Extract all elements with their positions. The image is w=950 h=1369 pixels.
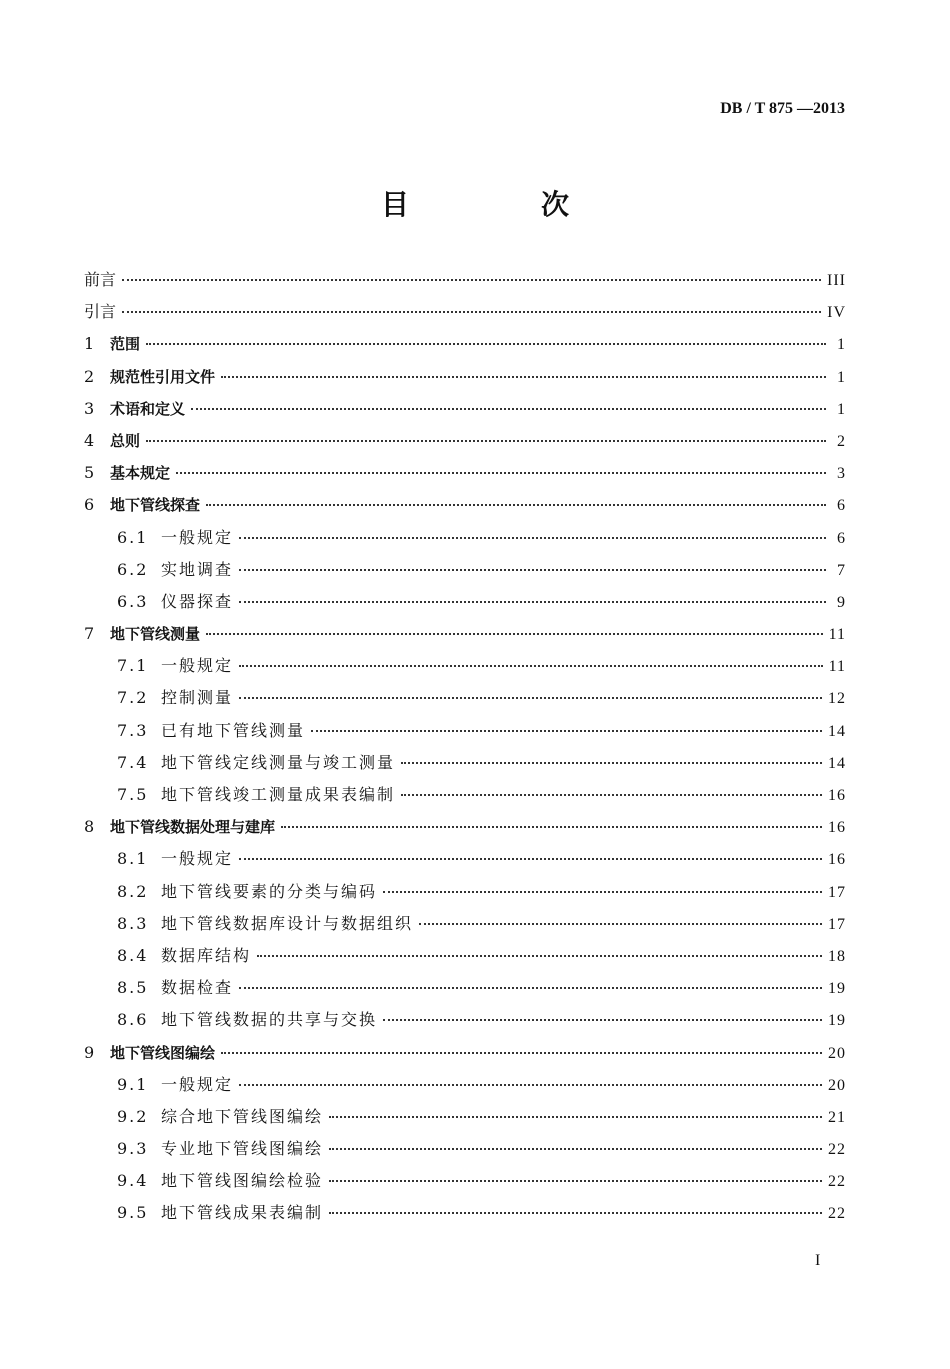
- toc-entry-page: 14: [828, 722, 846, 740]
- toc-entry[interactable]: [84, 264, 846, 296]
- dot-leader: [239, 600, 826, 603]
- toc-entry-number: 3: [84, 398, 95, 418]
- toc-entry[interactable]: [84, 425, 846, 457]
- toc-entry-number: 4: [84, 430, 95, 450]
- toc-entry-title: 规范性引用文件: [110, 367, 216, 386]
- toc-entry-title: 一般规定: [161, 849, 234, 869]
- toc-entry-number: 7.3: [117, 720, 149, 740]
- dot-leader: [146, 439, 826, 442]
- toc-entry-title: 范围: [110, 335, 141, 354]
- dot-leader: [311, 729, 822, 732]
- toc-entry-number: 8: [84, 817, 95, 837]
- toc-entry-number: 6.1: [117, 527, 149, 547]
- toc-entry-title: 地下管线竣工测量成果表编制: [161, 785, 396, 804]
- dot-leader: [146, 342, 826, 345]
- dot-leader: [419, 922, 822, 925]
- dot-leader: [221, 375, 826, 378]
- toc-entry[interactable]: [84, 618, 846, 650]
- toc-entry-page: 20: [828, 1076, 846, 1094]
- toc-entry-title: 地下管线数据处理与建库: [110, 818, 276, 837]
- toc-entry[interactable]: [84, 940, 846, 972]
- toc-entry-page: 6: [837, 497, 846, 515]
- toc-entry-page: 18: [828, 947, 846, 965]
- toc-entry-page: 11: [828, 626, 846, 644]
- toc-entry-number: 9.4: [117, 1171, 149, 1191]
- dot-leader: [206, 503, 826, 506]
- dot-leader: [383, 890, 822, 893]
- toc-entry-page: 1: [837, 336, 846, 354]
- toc-entry-page: 14: [828, 754, 846, 772]
- toc-entry[interactable]: [84, 747, 846, 779]
- toc-entry-title: 前言: [84, 270, 117, 289]
- toc-entry-page: 17: [828, 883, 846, 901]
- toc-entry-page: 19: [828, 980, 846, 998]
- toc-entry-title: 地下管线成果表编制: [161, 1203, 324, 1223]
- dot-leader: [401, 761, 822, 764]
- toc-entry-page: IV: [827, 304, 846, 322]
- toc-entry-title: 综合地下管线图编绘: [161, 1106, 324, 1126]
- toc-entry-number: 9.5: [117, 1203, 149, 1223]
- dot-leader: [122, 310, 821, 313]
- toc-entry-number: 9.3: [117, 1139, 149, 1159]
- toc-entry[interactable]: [84, 1165, 846, 1197]
- dot-leader: [239, 696, 822, 699]
- dot-leader: [239, 857, 822, 860]
- dot-leader: [239, 664, 823, 667]
- table-of-contents: [84, 264, 846, 1230]
- toc-entry[interactable]: [84, 1069, 846, 1101]
- toc-entry-title: 地下管线图编绘: [110, 1043, 216, 1062]
- toc-entry-page: 19: [828, 1012, 846, 1030]
- dot-leader: [191, 407, 826, 410]
- dot-leader: [329, 1115, 822, 1118]
- toc-entry[interactable]: [84, 811, 846, 843]
- dot-leader: [401, 793, 822, 796]
- toc-entry-title: 专业地下管线图编绘: [161, 1139, 324, 1159]
- toc-entry[interactable]: [84, 296, 846, 328]
- toc-entry[interactable]: [84, 361, 846, 393]
- toc-entry[interactable]: [84, 554, 846, 586]
- toc-entry-page: 16: [828, 851, 846, 869]
- toc-entry-title: 地下管线数据库设计与数据组织: [161, 913, 414, 933]
- toc-entry-title: 地下管线要素的分类与编码: [161, 881, 378, 901]
- toc-entry-number: 8.4: [117, 945, 149, 965]
- toc-entry-page: 7: [837, 561, 846, 579]
- dot-leader: [239, 986, 822, 989]
- toc-entry-page: 3: [837, 465, 846, 483]
- toc-entry-number: 1: [84, 334, 95, 354]
- dot-leader: [221, 1051, 822, 1054]
- toc-entry-number: 9.2: [117, 1106, 149, 1126]
- toc-entry-title: 已有地下管线测量: [161, 720, 306, 740]
- toc-entry[interactable]: [84, 650, 846, 682]
- toc-entry[interactable]: [84, 1101, 846, 1133]
- toc-entry-number: 8.3: [117, 913, 149, 933]
- document-code: DB / T 875 —2013: [720, 100, 845, 117]
- toc-entry[interactable]: [84, 489, 846, 521]
- toc-entry[interactable]: [84, 1197, 846, 1229]
- dot-leader: [176, 471, 826, 474]
- toc-entry[interactable]: [84, 328, 846, 360]
- toc-entry-page: 11: [828, 658, 846, 676]
- toc-entry[interactable]: [84, 393, 846, 425]
- toc-entry-number: 5: [84, 463, 95, 483]
- toc-entry[interactable]: [84, 522, 846, 554]
- toc-entry-title: 地下管线测量: [110, 625, 201, 644]
- toc-entry-number: 8.5: [117, 978, 149, 998]
- dot-leader: [281, 825, 822, 828]
- toc-entry-page: 1: [837, 400, 846, 418]
- toc-entry-page: 12: [828, 690, 846, 708]
- dot-leader: [239, 1083, 822, 1086]
- toc-entry-number: 8.2: [117, 881, 149, 901]
- toc-entry[interactable]: [84, 843, 846, 875]
- toc-entry-page: 16: [828, 819, 846, 837]
- toc-entry-page: 1: [837, 368, 846, 386]
- toc-entry-page: 16: [828, 787, 846, 804]
- toc-entry-title: 总则: [110, 431, 141, 450]
- toc-entry-number: 7.2: [117, 688, 149, 708]
- toc-entry-number: 7: [84, 624, 95, 644]
- toc-entry[interactable]: [84, 972, 846, 1004]
- toc-entry[interactable]: [84, 715, 846, 747]
- toc-entry-number: 6.2: [117, 559, 149, 579]
- toc-entry-page: 6: [837, 529, 846, 547]
- toc-entry-title: 地下管线数据的共享与交换: [161, 1010, 378, 1030]
- page-number: I: [815, 1252, 821, 1269]
- toc-entry-page: 22: [828, 1141, 846, 1159]
- dot-leader: [257, 954, 822, 957]
- dot-leader: [206, 632, 823, 635]
- toc-entry-number: 7.5: [117, 785, 149, 804]
- dot-leader: [329, 1147, 822, 1150]
- toc-entry[interactable]: [84, 1133, 846, 1165]
- toc-entry-page: 22: [828, 1173, 846, 1191]
- toc-entry-title: 一般规定: [161, 1074, 234, 1094]
- toc-entry-number: 8.1: [117, 849, 149, 869]
- toc-entry-number: 7.1: [117, 656, 149, 676]
- toc-entry-title: 引言: [84, 302, 117, 322]
- toc-entry[interactable]: [84, 1037, 846, 1069]
- toc-entry-page: 2: [837, 432, 846, 450]
- toc-entry-title: 一般规定: [161, 656, 234, 676]
- dot-leader: [239, 568, 826, 571]
- dot-leader: [383, 1018, 822, 1021]
- toc-entry-number: 8.6: [117, 1010, 149, 1030]
- toc-entry-page: III: [827, 272, 846, 289]
- toc-entry-title: 数据库结构: [161, 945, 252, 965]
- toc-entry[interactable]: [84, 908, 846, 940]
- toc-entry-number: 6.3: [117, 591, 149, 611]
- toc-entry[interactable]: [84, 876, 846, 908]
- dot-leader: [329, 1179, 822, 1182]
- toc-entry-title: 控制测量: [161, 688, 234, 708]
- toc-entry-title: 地下管线探查: [110, 496, 201, 515]
- page-title: 目 次: [380, 188, 621, 221]
- toc-entry-page: 17: [828, 915, 846, 933]
- toc-entry-page: 20: [828, 1044, 846, 1062]
- dot-leader: [122, 278, 821, 281]
- toc-entry-number: 9.1: [117, 1074, 149, 1094]
- toc-entry-title: 数据检查: [161, 978, 234, 998]
- toc-entry[interactable]: [84, 682, 846, 714]
- toc-entry-title: 地下管线图编绘检验: [161, 1171, 324, 1191]
- toc-entry-title: 一般规定: [161, 527, 234, 547]
- toc-entry-number: 9: [84, 1042, 95, 1062]
- toc-entry-page: 22: [828, 1205, 846, 1223]
- toc-entry-title: 地下管线定线测量与竣工测量: [161, 752, 396, 772]
- dot-leader: [239, 536, 826, 539]
- toc-entry[interactable]: [84, 779, 846, 811]
- toc-entry[interactable]: [84, 1004, 846, 1036]
- toc-entry-title: 基本规定: [110, 464, 171, 483]
- toc-entry-title: 仪器探查: [161, 591, 234, 611]
- toc-entry-title: 术语和定义: [110, 399, 186, 418]
- toc-entry[interactable]: [84, 457, 846, 489]
- toc-entry-number: 7.4: [117, 752, 149, 772]
- toc-entry-number: 6: [84, 495, 95, 515]
- toc-entry-title: 实地调查: [161, 559, 234, 579]
- toc-entry[interactable]: [84, 586, 846, 618]
- dot-leader: [329, 1211, 822, 1214]
- toc-entry-number: 2: [84, 366, 95, 386]
- toc-entry-page: 9: [837, 593, 846, 611]
- toc-entry-page: 21: [828, 1108, 846, 1126]
